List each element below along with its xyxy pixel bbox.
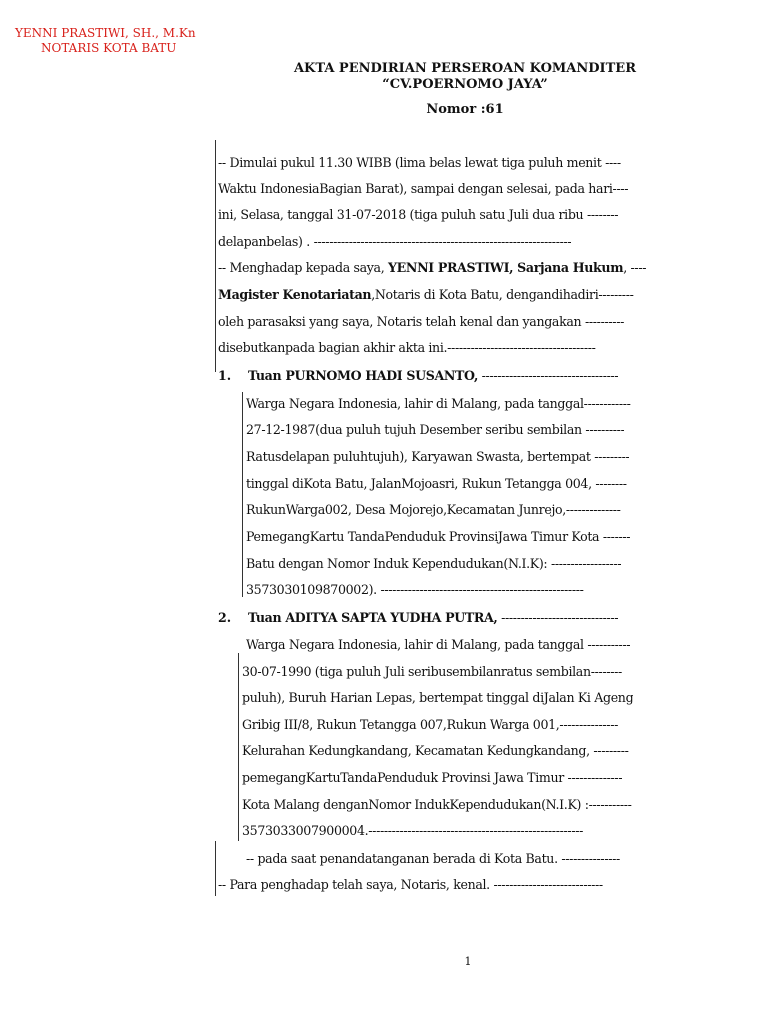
party-1-line: Warga Negara Indonesia, lahir di Malang, pada tanggal------------ [246, 396, 631, 411]
margin-line-main [215, 140, 216, 372]
party-2-line: 3573033007900004.------------------------------------------------------- [242, 823, 584, 838]
text-segment: -- Menghadap kepada saya, [218, 260, 389, 275]
text-line: Waktu IndonesiaBagian Barat), sampai dengan selesai, pada hari---- [218, 181, 629, 196]
party-2-line: Warga Negara Indonesia, lahir di Malang, pada tanggal ----------- [246, 637, 631, 652]
party-2-name-line [248, 610, 618, 628]
text-line: oleh parasaksi yang saya, Notaris telah kenal dan yangakan ---------- [218, 314, 624, 329]
notary-name: YENNI PRASTIWI, SH., M.Kn [15, 26, 196, 40]
text-line: ini, Selasa, tanggal 31-07-2018 (tiga puluh satu Juli dua ribu -------- [218, 207, 619, 222]
margin-line-party-1 [242, 392, 243, 597]
party-1-line: Ratusdelapan puluhtujuh), Karyawan Swasta, bertempat --------- [246, 449, 630, 464]
notary-office: NOTARIS KOTA BATU [41, 41, 177, 55]
party-1-name: Tuan PURNOMO HADI SUSANTO, [248, 368, 478, 383]
page-number: 1 [464, 955, 472, 968]
notary-full-name: YENNI PRASTIWI, Sarjana Hukum [388, 260, 624, 275]
party-2-line: pemegangKartuTandaPenduduk Provinsi Jawa Timur -------------- [242, 770, 623, 785]
company-name: “CV.POERNOMO JAYA” [382, 77, 548, 92]
notary-degree: Magister Kenotariatan [218, 287, 372, 302]
party-2-line: puluh), Buruh Harian Lepas, bertempat tinggal diJalan Ki Ageng [242, 690, 634, 705]
margin-line-party-2 [238, 653, 239, 841]
margin-line-closing [215, 841, 216, 896]
party-1-number: 1. [218, 368, 232, 383]
party-1-line: RukunWarga002, Desa Mojorejo,Kecamatan Junrejo,-------------- [246, 502, 621, 517]
text-segment: ,Notaris di Kota Batu, dengandihadiri--------- [371, 287, 634, 302]
text-line [218, 287, 634, 305]
deed-number: Nomor :61 [426, 102, 504, 117]
text-line: delapanbelas) . ------------------------------------------------------------------ [218, 234, 572, 249]
deed-title: AKTA PENDIRIAN PERSEROAN KOMANDITER [293, 61, 637, 76]
closing-line: -- pada saat penandatanganan berada di Kota Batu. --------------- [246, 851, 620, 866]
party-1-line: 27-12-1987(dua puluh tujuh Desember seribu sembilan ---------- [246, 422, 625, 437]
party-2-number: 2. [218, 610, 232, 625]
party-1-line: tinggal diKota Batu, JalanMojoasri, Rukun Tetangga 004, -------- [246, 476, 627, 491]
party-2-line: Kelurahan Kedungkandang, Kecamatan Kedungkandang, --------- [242, 743, 629, 758]
text-segment: , ---- [623, 260, 647, 275]
party-1-line: 3573030109870002). ---------------------------------------------------- [246, 582, 584, 597]
party-1-name-line [248, 368, 618, 386]
text-segment: ------------------------------ [497, 610, 619, 625]
text-line [218, 260, 646, 278]
party-2-line: 30-07-1990 (tiga puluh Juli seribusembilanratus sembilan-------- [242, 664, 622, 679]
party-2-line: Gribig III/8, Rukun Tetangga 007,Rukun Warga 001,--------------- [242, 717, 618, 732]
party-1-line: PemegangKartu TandaPenduduk ProvinsiJawa Timur Kota ------- [246, 529, 631, 544]
text-segment: ----------------------------------- [477, 368, 619, 383]
party-1-line: Batu dengan Nomor Induk Kependudukan(N.I.K): ------------------ [246, 556, 622, 571]
text-line: -- Dimulai pukul 11.30 WIBB (lima belas lewat tiga puluh menit ---- [218, 155, 621, 170]
closing-line: -- Para penghadap telah saya, Notaris, kenal. ---------------------------- [218, 877, 603, 892]
party-2-line: Kota Malang denganNomor IndukKependudukan(N.I.K) :----------- [242, 797, 632, 812]
text-line: disebutkanpada bagian akhir akta ini.-------------------------------------- [218, 340, 596, 355]
party-2-name: Tuan ADITYA SAPTA YUDHA PUTRA, [248, 610, 498, 625]
